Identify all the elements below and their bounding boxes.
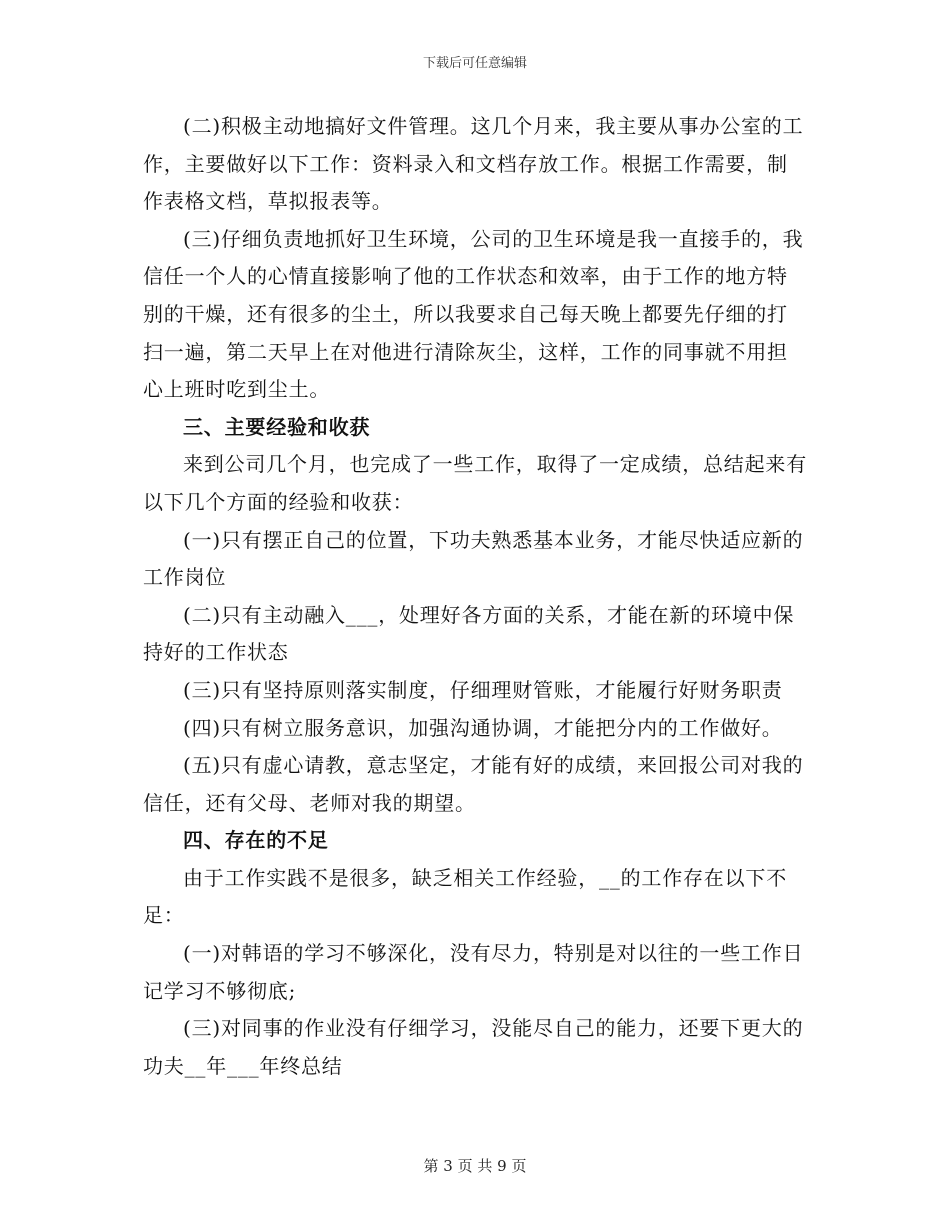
paragraph-file-management: (二)积极主动地搞好文件管理。这几个月来，我主要从事办公室的工作，主要做好以下工作：资料录入和文档存放工作。根据工作需要，制作表格文档，草拟报表等。 bbox=[143, 114, 804, 214]
paragraph-experience-5: (五)只有虚心请教，意志坚定，才能有好的成绩，来回报公司对我的信任，还有父母、老师对我的期望。 bbox=[143, 753, 804, 815]
paragraph-experience-intro: 来到公司几个月，也完成了一些工作，取得了一定成绩，总结起来有以下几个方面的经验和收获： bbox=[143, 452, 807, 514]
paragraph-experience-2: (二)只有主动融入___，处理好各方面的关系，才能在新的环境中保持好的工作状态 bbox=[143, 602, 795, 665]
section-heading-shortcomings: 四、存在的不足 bbox=[183, 828, 329, 853]
paragraph-shortcomings-intro: 由于工作实践不是很多，缺乏相关工作经验，__的工作存在以下不足： bbox=[143, 865, 787, 928]
paragraph-experience-1: (一)只有摆正自己的位置，下功夫熟悉基本业务，才能尽快适应新的工作岗位 bbox=[143, 527, 804, 590]
document-body bbox=[143, 108, 808, 1085]
paragraph-shortcoming-2: (三)对同事的作业没有仔细学习，没能尽自己的能力，还要下更大的功夫__年___年终总结 bbox=[143, 1016, 804, 1078]
paragraph-experience-3: (三)只有坚持原则落实制度，仔细理财管账，才能履行好财务职责 bbox=[183, 677, 783, 702]
paragraph-shortcoming-1: (一)对韩语的学习不够深化，没有尽力，特别是对以往的一些工作日记学习不够彻底; bbox=[143, 941, 804, 1003]
page-number: 第 3 页 共 9 页 bbox=[423, 1157, 527, 1175]
page-header: 下载后可任意编辑 bbox=[422, 56, 527, 71]
section-heading-experience: 三、主要经验和收获 bbox=[183, 414, 371, 439]
paragraph-experience-4: (四)只有树立服务意识，加强沟通协调，才能把分内的工作做好。 bbox=[183, 715, 783, 740]
paragraph-hygiene: (三)仔细负责地抓好卫生环境，公司的卫生环境是我一直接手的，我信任一个人的心情直接影响了他的工作状态和效率，由于工作的地方特别的干燥，还有很多的尘土，所以我要求自己每天晚上都要先仔细的打扫一遍，第二天早上在对他进行清除灰尘，这样，工作的同事就不用担心上班时吃到尘土。 bbox=[143, 226, 804, 402]
